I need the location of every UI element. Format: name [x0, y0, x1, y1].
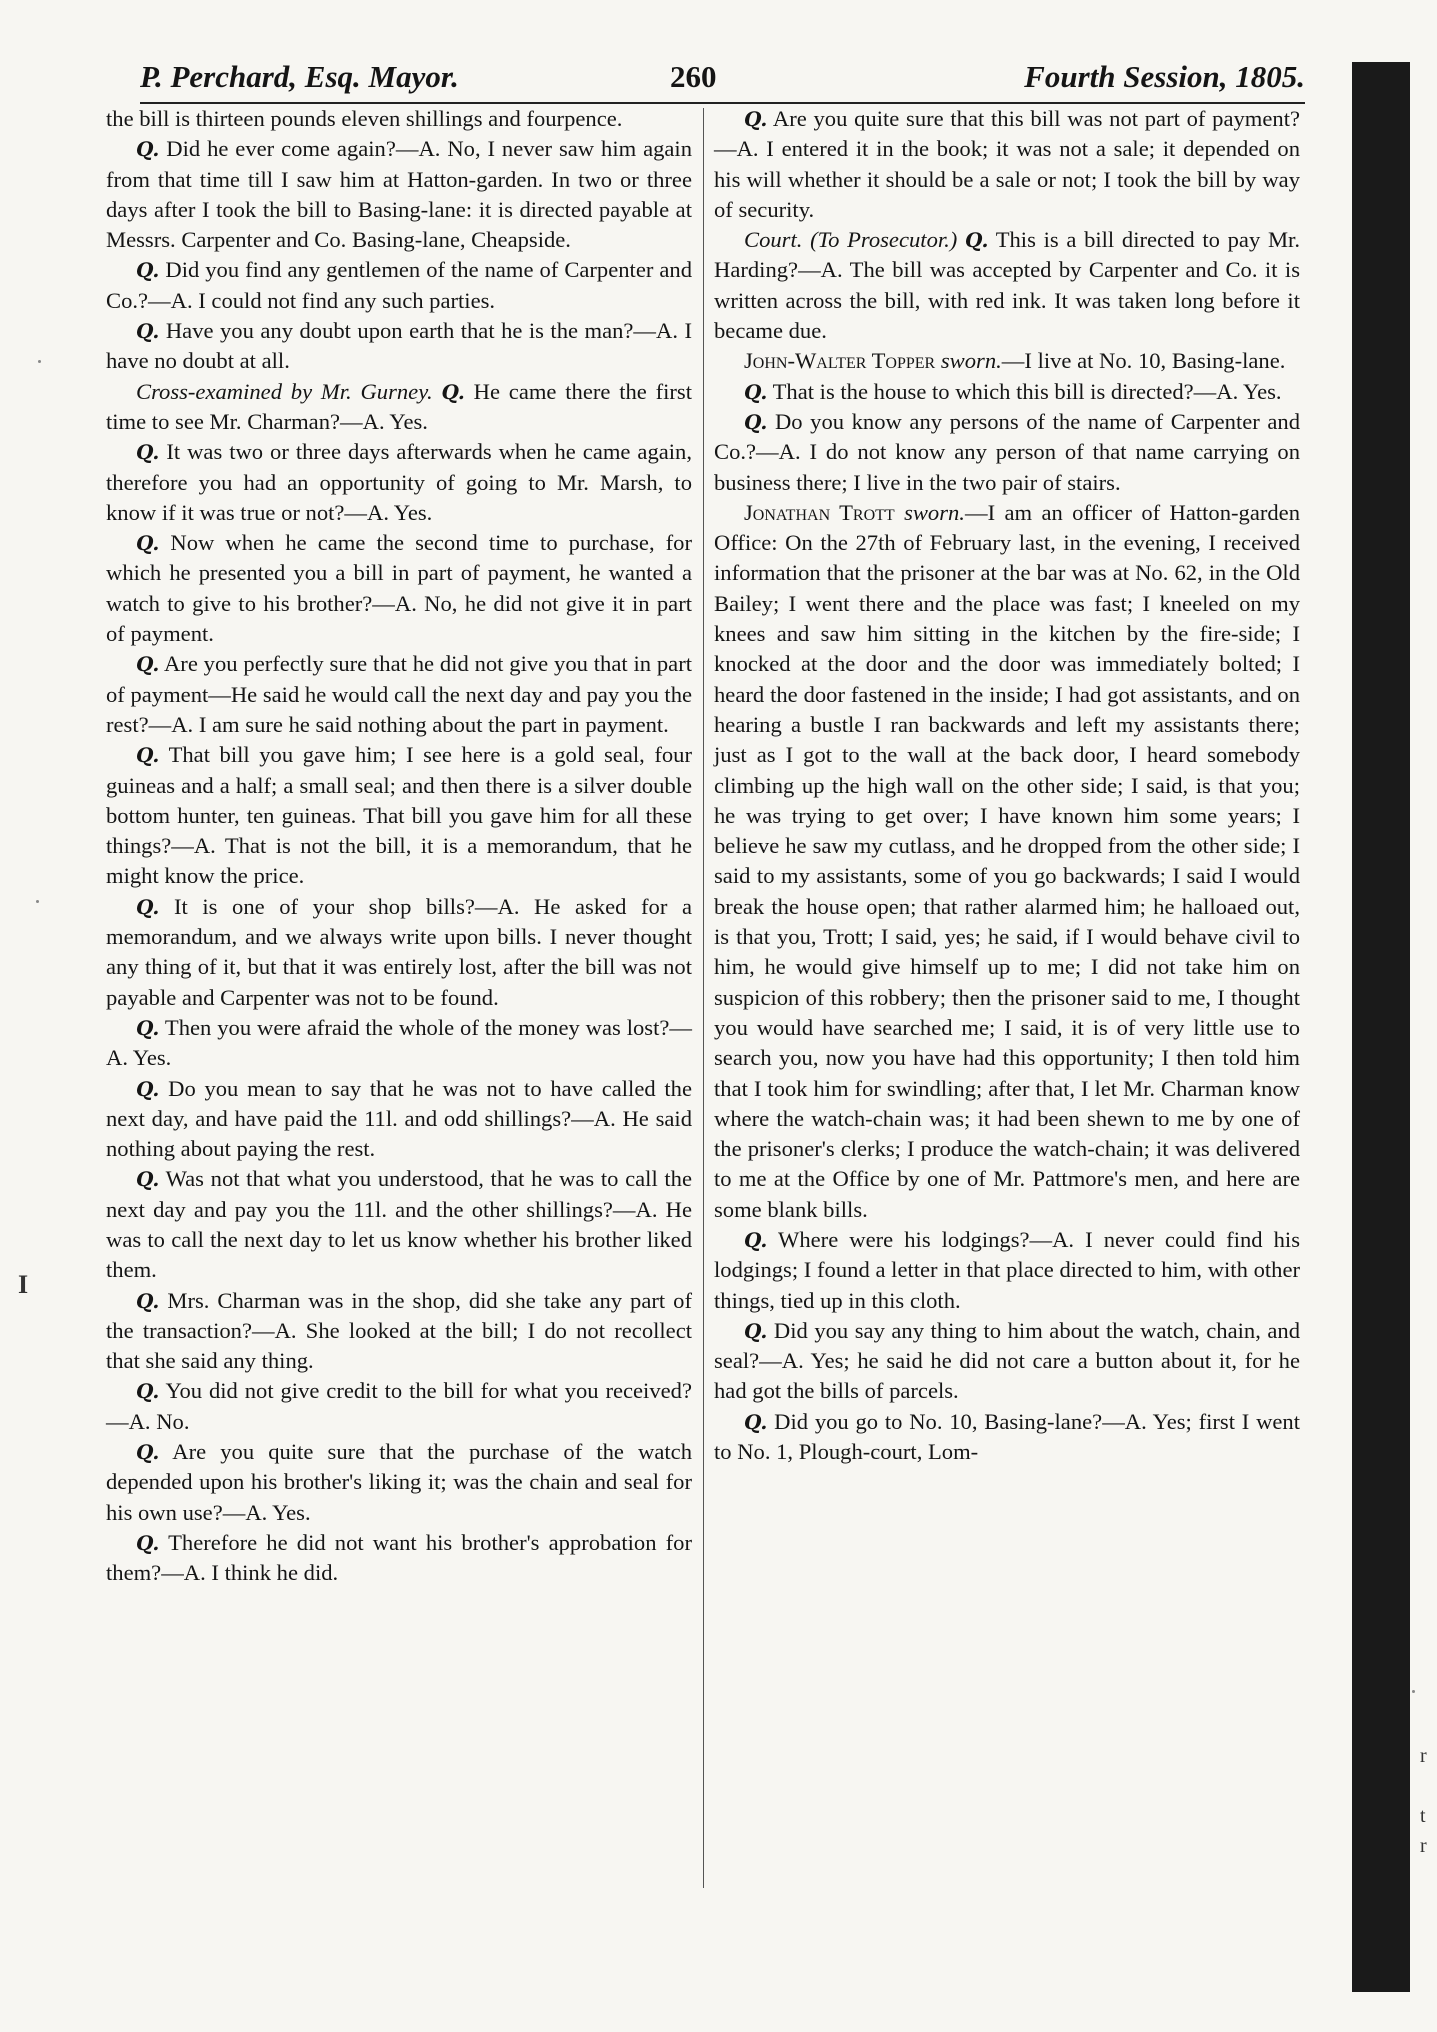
paragraph — [714, 377, 1300, 407]
edge-letter: r — [1420, 1835, 1427, 1857]
paragraph-text: That is the house to which this bill is directed?—A. Yes. — [767, 378, 1282, 404]
question-marker: Q. — [965, 228, 989, 253]
print-speck — [1412, 1690, 1415, 1693]
question-marker: Q. — [744, 379, 768, 404]
question-marker: Q. — [441, 379, 465, 404]
paragraph — [106, 134, 692, 255]
print-speck — [36, 900, 39, 903]
sworn-label: sworn. — [904, 499, 965, 525]
paragraph-text: Where were his lodgings?—A. I never could find his lodgings; I found a letter in that place directed to him, with other things, tied up in this cloth. — [714, 1226, 1300, 1313]
question-marker: Q. — [136, 743, 160, 768]
question-marker: Q. — [136, 894, 160, 919]
paragraph-text: Did you find any gentlemen of the name of Carpenter and Co.?—A. I could not find any such parties. — [106, 257, 692, 313]
paragraph-text: Are you quite sure that this bill was not part of payment?—A. I entered it in the book; it was not a sale; it depended on his will whether it should be a sale or not; I took the bill by way of security. — [714, 106, 1300, 222]
paragraph — [106, 740, 692, 891]
question-marker: Q. — [136, 531, 160, 556]
paragraph — [714, 407, 1300, 498]
paragraph-text: the bill is thirteen pounds eleven shillings and fourpence. — [106, 106, 623, 131]
right-column — [714, 104, 1300, 1467]
header-mayor: P. Perchard, Esq. Mayor. — [140, 59, 459, 94]
edge-letter: r — [1420, 1745, 1427, 1767]
question-marker: Q. — [744, 107, 768, 131]
question-marker: Q. — [136, 137, 160, 162]
paragraph — [714, 498, 1300, 1225]
paragraph — [106, 104, 692, 134]
question-marker: Q. — [136, 1076, 160, 1101]
question-marker: Q. — [136, 652, 160, 677]
paragraph-text: Do you mean to say that he was not to have called the next day, and have paid the 11l. and odd shillings?—A. He said nothing about paying the rest. — [106, 1075, 692, 1162]
paragraph-text: Did you say any thing to him about the watch, chain, and seal?—A. Yes; he said he did not care a button about it, for he had got the bills of parcels. — [714, 1317, 1300, 1404]
question-marker: Q. — [744, 1409, 768, 1434]
paragraph — [106, 255, 692, 316]
paragraph — [714, 1225, 1300, 1316]
paragraph-text: Did he ever come again?—A. No, I never saw him again from that time till I saw him at Hatton-garden. In two or three days after I took the bill to Basing-lane: it is directed payable at Messrs. Carpenter and Co. Basing-lane, Cheapside. — [106, 136, 692, 253]
question-marker: Q. — [136, 1015, 160, 1040]
paragraph-text: He came there the first time to see Mr. Charman?—A. Yes. — [106, 378, 692, 434]
question-marker: Q. — [136, 1440, 160, 1465]
paragraph-text: It was two or three days afterwards when he came again, therefore you had an opportunity of going to Mr. Marsh, to know if it was true or not?—A. Yes. — [106, 439, 692, 525]
paragraph — [106, 437, 692, 528]
question-marker: Q. — [744, 1318, 768, 1343]
examination-heading: Court. (To Prosecutor.) — [744, 227, 958, 253]
paragraph-text: Did you go to No. 10, Basing-lane?—A. Yes; first I went to No. 1, Plough-court, Lom- — [714, 1408, 1300, 1465]
header-session: Fourth Session, 1805. — [1024, 59, 1305, 94]
paragraph-text: It is one of your shop bills?—A. He asked for a memorandum, and we always write upon bills. I never thought any thing of it, but that it was entirely lost, after the bill was not payable and Carpenter was not to be found. — [106, 893, 692, 1010]
paragraph-text: —I am an officer of Hatton-garden Office: On the 27th of February last, in the evening, I received information that the prisoner at the bar was at No. 62, in the Old Bailey; I went there and the place was fast; I kneeled on my knees and saw him sitting in the kitchen by the fire-side; I knocked at the door and the door was immediately bolted; I heard the door fastened in the inside; I had got assistants, and on hearing a bustle I ran backwards and left my assistants there; just as I got to the wall at the back door, I heard somebody climbing up the high wall on the other side; I said, is that you; he was trying to get over; I have known him some years; I believe he saw my cutlass, and he dropped from the other side; I said to my assistants, some of you go backwards; I said I would break the house open; that rather alarmed him; he halloaed out, is that you, Trott; I said, yes; he said, if I would behave civil to him, he would give himself up to me; I did not take him on suspicion of this robbery; then the prisoner said to me, I thought you would have searched me; I said, it is of very little use to search you, now you have had this opportunity; I then told him that I took him for swindling; after that, I let Mr. Charman know where the watch-chain was; it had been shewn to me by one of the prisoner's clerks; I produce the watch-chain; it was delivered to me at the Office by one of Mr. Pattmore's men, and here are some blank bills. — [714, 499, 1301, 1222]
question-marker: Q. — [136, 1379, 160, 1404]
paragraph — [714, 346, 1300, 376]
left-column — [106, 104, 692, 1589]
sworn-label: sworn. — [940, 348, 1002, 374]
paragraph — [106, 649, 692, 740]
paragraph — [106, 1528, 692, 1589]
paragraph — [106, 1074, 692, 1165]
paragraph — [106, 528, 692, 649]
column-divider — [703, 108, 704, 1888]
paragraph — [714, 104, 1300, 225]
paragraph — [106, 892, 692, 1013]
print-speck — [38, 360, 41, 363]
paragraph — [106, 1286, 692, 1377]
paragraph-text: Have you any doubt upon earth that he is the man?—A. I have no doubt at all. — [106, 318, 692, 374]
paragraph-text: —I live at No. 10, Basing-lane. — [1001, 348, 1286, 374]
question-marker: Q. — [136, 440, 160, 465]
edge-letter: t — [1420, 1805, 1426, 1827]
paragraph-text: Therefore he did not want his brother's approbation for them?—A. I think he did. — [106, 1529, 692, 1586]
question-marker: Q. — [136, 1167, 160, 1192]
paragraph — [106, 1437, 692, 1528]
question-marker: Q. — [136, 1288, 160, 1313]
question-marker: Q. — [136, 1530, 160, 1555]
binding-shadow — [1352, 62, 1410, 1992]
question-marker: Q. — [136, 319, 160, 344]
running-header — [140, 52, 1305, 104]
paragraph-text: That bill you gave him; I see here is a gold seal, four guineas and a half; a small seal; and then there is a silver double bottom hunter, ten guineas. That bill you gave him for all these things?—A. That is not the bill, it is a memorandum, that he might know the price. — [106, 742, 692, 889]
paragraph — [714, 1407, 1300, 1468]
page-number: 260 — [670, 59, 717, 94]
paragraph-text: Was not that what you understood, that he was to call the next day and pay you the 11l. and the other shillings?—A. He was to call the next day to let us know whether his brother liked them. — [106, 1166, 692, 1283]
question-marker: Q. — [136, 258, 160, 283]
paragraph — [106, 1376, 692, 1437]
paragraph-text: Are you quite sure that the purchase of the watch depended upon his brother's liking it; was the chain and seal for his own use?—A. Yes. — [106, 1439, 692, 1525]
paragraph — [714, 225, 1300, 346]
paragraph-text: This is a bill directed to pay Mr. Harding?—A. The bill was accepted by Carpenter and Co. it is written across the bill, with red ink. It was taken long before it became due. — [714, 227, 1300, 344]
witness-name: Jonathan Trott — [744, 499, 895, 525]
paragraph — [106, 377, 692, 438]
paragraph — [106, 1013, 692, 1074]
question-marker: Q. — [744, 1227, 768, 1252]
paragraph — [714, 1316, 1300, 1407]
paragraph-text: You did not give credit to the bill for what you received?—A. No. — [106, 1378, 692, 1434]
witness-name: John-Walter Topper — [744, 348, 936, 374]
margin-mark: I — [18, 1270, 29, 1299]
paragraph-text: Now when he came the second time to purchase, for which he presented you a bill in part of payment, he wanted a watch to give to his brother?—A. No, he did not give it in part of payment. — [106, 530, 692, 647]
paragraph — [106, 316, 692, 377]
paragraph-text: Are you perfectly sure that he did not give you that in part of payment—He said he would call the next day and pay you the rest?—A. I am sure he said nothing about the part in payment. — [106, 651, 693, 737]
question-marker: Q. — [744, 409, 768, 434]
paragraph-text: Mrs. Charman was in the shop, did she take any part of the transaction?—A. She looked at the bill; I do not recollect that she said any thing. — [106, 1287, 692, 1374]
examination-heading: Cross-examined by Mr. Gurney. — [136, 378, 433, 404]
paragraph-text: Do you know any persons of the name of Carpenter and Co.?—A. I do not know any person of that name carrying on business there; I live in the two pair of stairs. — [714, 408, 1300, 495]
paragraph-text: Then you were afraid the whole of the money was lost?—A. Yes. — [106, 1014, 692, 1071]
paragraph — [106, 1164, 692, 1285]
